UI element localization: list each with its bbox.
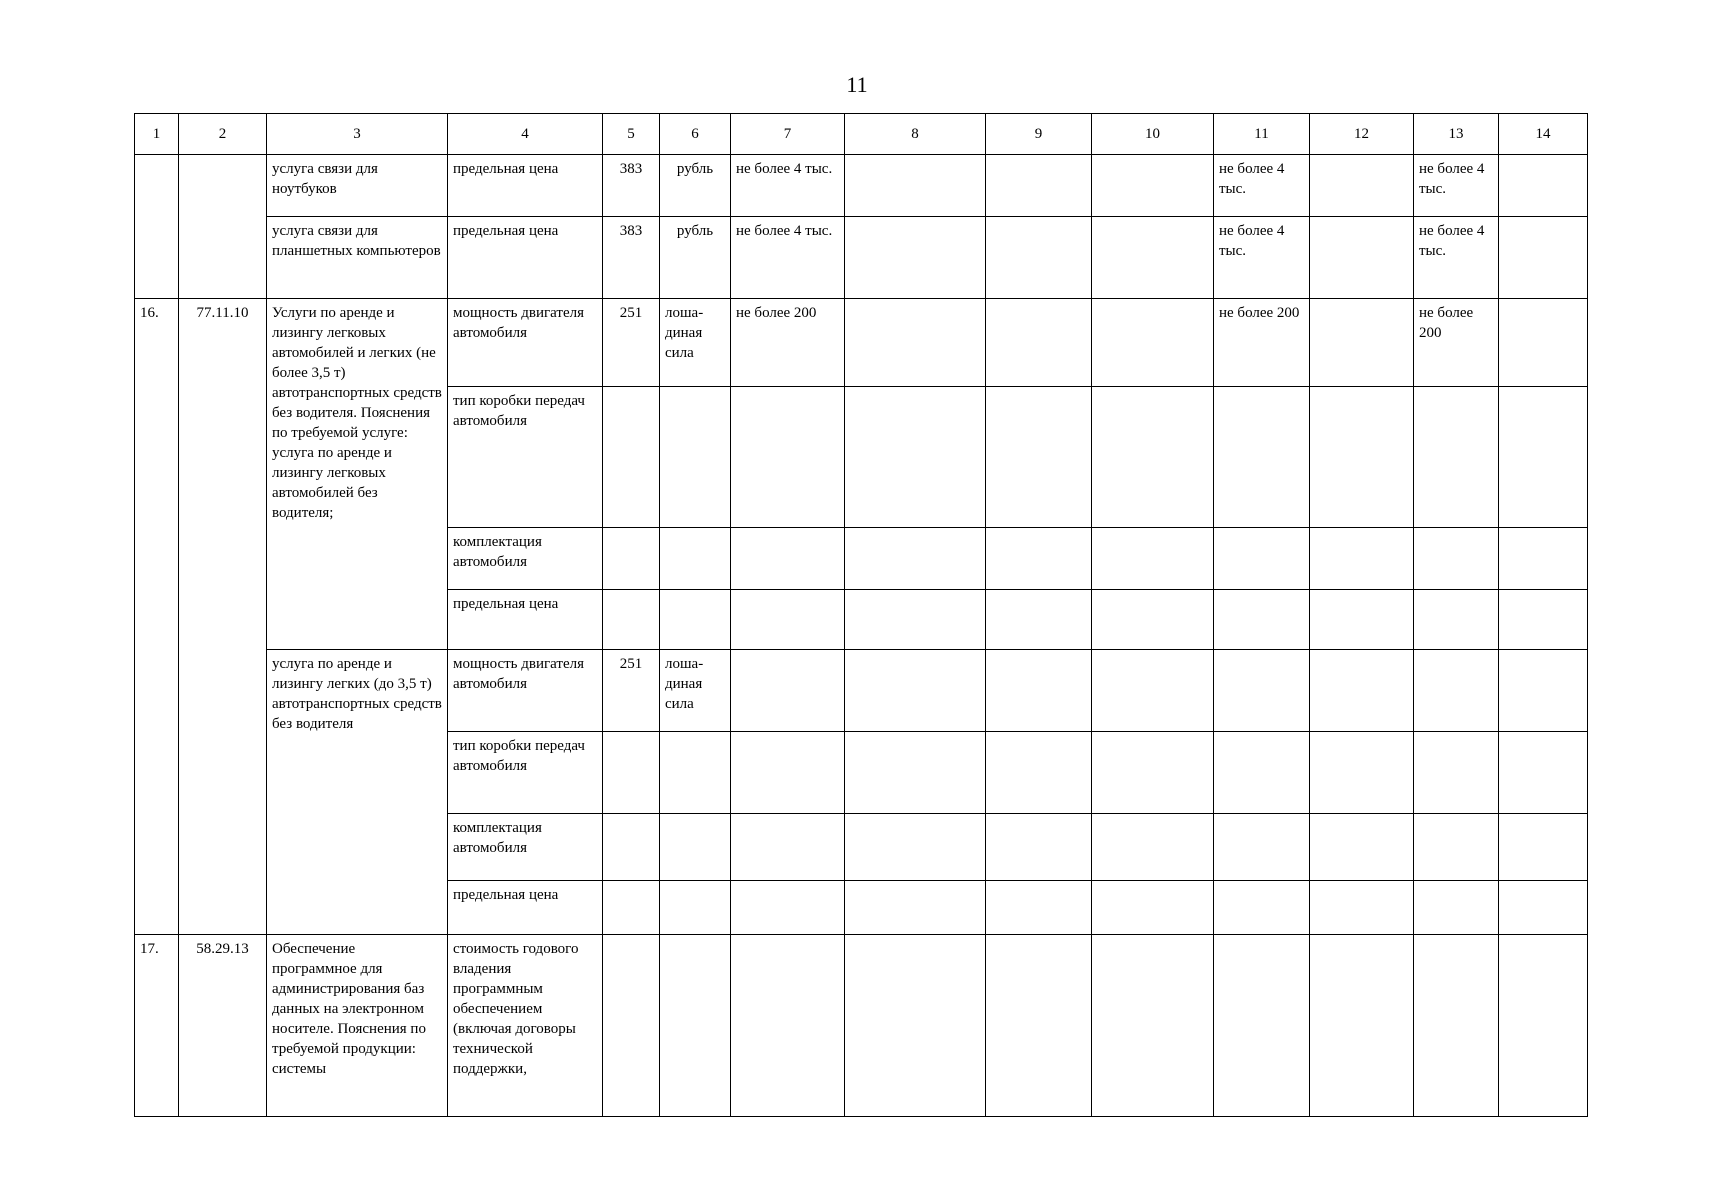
cell-code: 58.29.13 bbox=[179, 935, 267, 1117]
cell-empty bbox=[660, 387, 731, 528]
cell-empty bbox=[603, 590, 660, 650]
cell-empty bbox=[1214, 387, 1310, 528]
cell-value: не более 4 тыс. bbox=[1214, 155, 1310, 217]
header-row bbox=[135, 114, 1588, 155]
cell-empty bbox=[1499, 387, 1588, 528]
table-row bbox=[135, 155, 1588, 217]
cell-empty bbox=[1310, 881, 1414, 935]
header-cell: 3 bbox=[267, 114, 448, 155]
cell-empty bbox=[1499, 814, 1588, 881]
cell-value: не более 4 тыс. bbox=[1414, 217, 1499, 299]
cell-value: не более 4 тыс. bbox=[731, 155, 845, 217]
cell-empty bbox=[845, 814, 986, 881]
cell-characteristic: предельная цена bbox=[448, 590, 603, 650]
cell-empty bbox=[1092, 299, 1214, 387]
header-cell: 10 bbox=[1092, 114, 1214, 155]
cell-empty bbox=[986, 814, 1092, 881]
cell-empty bbox=[986, 650, 1092, 732]
cell-empty bbox=[845, 217, 986, 299]
cell-empty bbox=[1214, 528, 1310, 590]
cell-empty bbox=[1310, 935, 1414, 1117]
cell-characteristic: комплектация автомобиля bbox=[448, 814, 603, 881]
cell-empty bbox=[1092, 814, 1214, 881]
cell-empty bbox=[1310, 387, 1414, 528]
cell-value: не более 200 bbox=[1214, 299, 1310, 387]
cell-okei-code: 251 bbox=[603, 650, 660, 732]
cell-characteristic: комплектация автомобиля bbox=[448, 528, 603, 590]
cell-empty bbox=[1499, 650, 1588, 732]
cell-empty bbox=[1414, 732, 1499, 814]
cell-service: услуга по аренде и лизингу легких (до 3,5 т) автотранспортных средств без водителя bbox=[267, 650, 448, 935]
cell-empty bbox=[845, 650, 986, 732]
cell-characteristic: мощность двигателя автомобиля bbox=[448, 650, 603, 732]
cell-empty bbox=[986, 881, 1092, 935]
cell-value: не более 4 тыс. bbox=[1214, 217, 1310, 299]
cell-empty bbox=[986, 299, 1092, 387]
table-row bbox=[135, 935, 1588, 1117]
cell-value: не более 4 тыс. bbox=[731, 217, 845, 299]
cell-empty bbox=[1092, 590, 1214, 650]
cell-empty bbox=[660, 732, 731, 814]
table-row bbox=[135, 650, 1588, 732]
cell-empty bbox=[845, 528, 986, 590]
cell-characteristic: мощность двигателя автомобиля bbox=[448, 299, 603, 387]
header-cell: 7 bbox=[731, 114, 845, 155]
header-cell: 13 bbox=[1414, 114, 1499, 155]
cell-characteristic: предельная цена bbox=[448, 217, 603, 299]
cell-empty bbox=[1310, 650, 1414, 732]
cell-value: не более 200 bbox=[1414, 299, 1499, 387]
cell-empty bbox=[845, 387, 986, 528]
cell-empty bbox=[603, 935, 660, 1117]
cell-empty bbox=[731, 590, 845, 650]
page-number: 11 bbox=[846, 72, 868, 97]
cell-empty bbox=[1310, 814, 1414, 881]
header-cell: 5 bbox=[603, 114, 660, 155]
cell-empty bbox=[1414, 590, 1499, 650]
cell-empty bbox=[1092, 732, 1214, 814]
cell-empty bbox=[660, 814, 731, 881]
cell-empty bbox=[1092, 650, 1214, 732]
cell-empty bbox=[1214, 814, 1310, 881]
cell-code bbox=[179, 155, 267, 299]
cell-characteristic: стоимость годового владения программным обеспечением (включая договоры технической поддержки, bbox=[448, 935, 603, 1117]
header-cell: 4 bbox=[448, 114, 603, 155]
cell-okei-code: 383 bbox=[603, 217, 660, 299]
cell-okei-code: 251 bbox=[603, 299, 660, 387]
cell-empty bbox=[731, 732, 845, 814]
cell-empty bbox=[1310, 528, 1414, 590]
cell-empty bbox=[731, 935, 845, 1117]
cell-empty bbox=[986, 155, 1092, 217]
cell-unit: лоша-диная сила bbox=[660, 650, 731, 732]
cell-unit: рубль bbox=[660, 217, 731, 299]
cell-empty bbox=[1092, 155, 1214, 217]
cell-empty bbox=[1092, 528, 1214, 590]
cell-empty bbox=[1310, 155, 1414, 217]
cell-empty bbox=[1414, 814, 1499, 881]
cell-service: услуга связи для ноутбуков bbox=[267, 155, 448, 217]
cell-characteristic: предельная цена bbox=[448, 881, 603, 935]
table-row bbox=[135, 217, 1588, 299]
cell-empty bbox=[845, 935, 986, 1117]
cell-empty bbox=[1214, 732, 1310, 814]
cell-empty bbox=[1414, 935, 1499, 1117]
cell-empty bbox=[1092, 935, 1214, 1117]
cell-empty bbox=[1310, 732, 1414, 814]
cell-unit: рубль bbox=[660, 155, 731, 217]
cell-empty bbox=[986, 590, 1092, 650]
cell-empty bbox=[1499, 881, 1588, 935]
cell-empty bbox=[1092, 387, 1214, 528]
cell-empty bbox=[660, 528, 731, 590]
cell-empty bbox=[845, 732, 986, 814]
cell-empty bbox=[1310, 299, 1414, 387]
cell-empty bbox=[603, 528, 660, 590]
header-cell: 6 bbox=[660, 114, 731, 155]
cell-empty bbox=[1499, 732, 1588, 814]
cell-service: услуга связи для планшетных компьютеров bbox=[267, 217, 448, 299]
cell-code: 77.11.10 bbox=[179, 299, 267, 935]
cell-empty bbox=[731, 387, 845, 528]
cell-empty bbox=[845, 299, 986, 387]
cell-empty bbox=[986, 732, 1092, 814]
cell-empty bbox=[731, 528, 845, 590]
cell-value: не более 4 тыс. bbox=[1414, 155, 1499, 217]
cell-characteristic: тип коробки передач автомобиля bbox=[448, 387, 603, 528]
header-cell: 1 bbox=[135, 114, 179, 155]
cell-empty bbox=[1214, 590, 1310, 650]
cell-value: не более 200 bbox=[731, 299, 845, 387]
cell-empty bbox=[1214, 935, 1310, 1117]
cell-empty bbox=[731, 814, 845, 881]
cell-empty bbox=[603, 881, 660, 935]
cell-empty bbox=[660, 881, 731, 935]
table-row bbox=[135, 299, 1588, 387]
header-cell: 11 bbox=[1214, 114, 1310, 155]
cell-empty bbox=[986, 387, 1092, 528]
cell-empty bbox=[1414, 528, 1499, 590]
cell-empty bbox=[731, 881, 845, 935]
cell-empty bbox=[986, 528, 1092, 590]
cell-number: 17. bbox=[135, 935, 179, 1117]
header-cell: 14 bbox=[1499, 114, 1588, 155]
cell-empty bbox=[1414, 650, 1499, 732]
cell-empty bbox=[1310, 217, 1414, 299]
cell-service: Услуги по аренде и лизингу легковых автомобилей и легких (не более 3,5 т) автотранспортных средств без водителя. Пояснения по требуемой услуге: услуга по аренде и лизингу легковых автомобилей без водителя; bbox=[267, 299, 448, 650]
cell-empty bbox=[1499, 217, 1588, 299]
cell-empty bbox=[1499, 528, 1588, 590]
cell-empty bbox=[603, 814, 660, 881]
cell-empty bbox=[845, 155, 986, 217]
header-cell: 2 bbox=[179, 114, 267, 155]
cell-empty bbox=[660, 935, 731, 1117]
cell-empty bbox=[845, 881, 986, 935]
cell-number bbox=[135, 155, 179, 299]
cell-empty bbox=[731, 650, 845, 732]
cell-empty bbox=[1499, 935, 1588, 1117]
cell-empty bbox=[603, 732, 660, 814]
cell-characteristic: предельная цена bbox=[448, 155, 603, 217]
cell-empty bbox=[1310, 590, 1414, 650]
cell-unit: лоша-диная сила bbox=[660, 299, 731, 387]
requirements-table bbox=[134, 113, 1588, 1117]
cell-empty bbox=[603, 387, 660, 528]
cell-empty bbox=[1092, 881, 1214, 935]
cell-characteristic: тип коробки передач автомобиля bbox=[448, 732, 603, 814]
cell-number: 16. bbox=[135, 299, 179, 935]
header-cell: 8 bbox=[845, 114, 986, 155]
cell-okei-code: 383 bbox=[603, 155, 660, 217]
cell-empty bbox=[1499, 590, 1588, 650]
cell-empty bbox=[1414, 881, 1499, 935]
cell-empty bbox=[1499, 155, 1588, 217]
cell-empty bbox=[986, 935, 1092, 1117]
cell-service: Обеспечение программное для администрирования баз данных на электронном носителе. Пояснения по требуемой продукции: системы bbox=[267, 935, 448, 1117]
cell-empty bbox=[845, 590, 986, 650]
cell-empty bbox=[1414, 387, 1499, 528]
cell-empty bbox=[986, 217, 1092, 299]
cell-empty bbox=[1092, 217, 1214, 299]
cell-empty bbox=[660, 590, 731, 650]
header-cell: 12 bbox=[1310, 114, 1414, 155]
header-cell: 9 bbox=[986, 114, 1092, 155]
cell-empty bbox=[1214, 650, 1310, 732]
cell-empty bbox=[1214, 881, 1310, 935]
cell-empty bbox=[1499, 299, 1588, 387]
